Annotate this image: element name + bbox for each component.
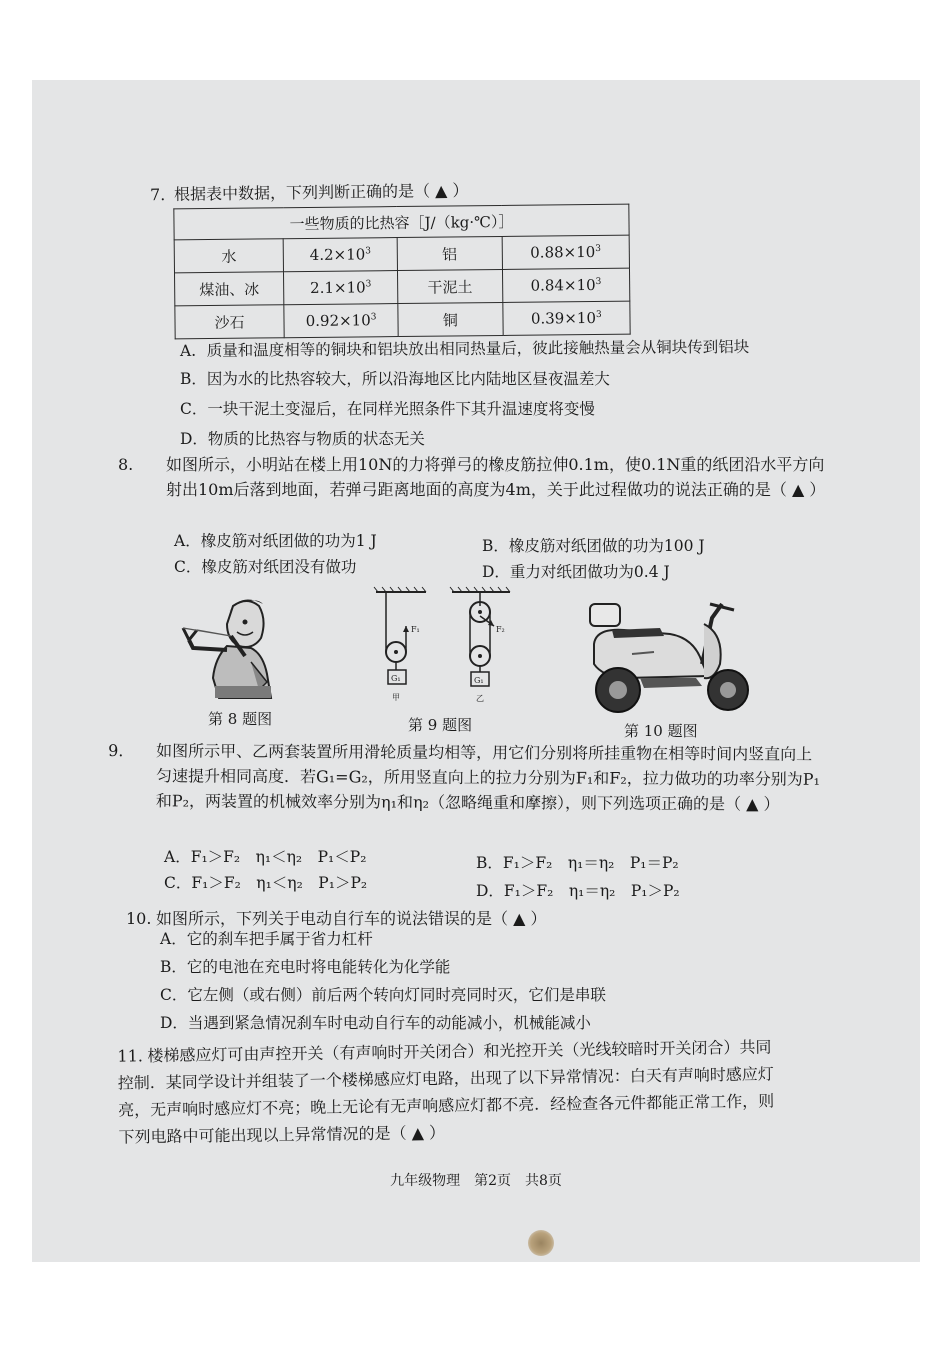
question-7-option-c: C．一块干泥土变湿后，在同样光照条件下其升温速度将变慢: [180, 400, 595, 418]
table-cell: 铝: [397, 236, 502, 270]
question-7-number: 7.: [149, 185, 166, 205]
label-f2: F₂: [496, 625, 505, 634]
question-7-stem: [150, 178, 469, 207]
question-7-text: 根据表中数据，下列判断正确的是（ ▲ ）: [173, 180, 469, 204]
page-footer: 九年级物理 第2页 共8页: [390, 1173, 562, 1189]
table-row: [175, 301, 630, 339]
pulley-systems-figure: [370, 586, 520, 706]
specific-heat-table: [173, 204, 630, 340]
table-cell: 干泥土: [397, 269, 502, 303]
electric-scooter-figure: [584, 594, 754, 718]
question-7-option-a: A．质量和温度相等的铜块和铝块放出相同热量后，彼此接触热量会从铜块传到铝块: [179, 338, 750, 360]
figure-8-caption: 第 8 题图: [208, 710, 273, 728]
slingshot-boy-figure: [167, 592, 287, 702]
question-10-option-a: A．它的刹车把手属于省力杠杆: [160, 930, 373, 948]
question-9-option-d: D．F₁＞F₂ η₁＝η₂ P₁＞P₂: [476, 882, 680, 900]
question-8-option-b: B．橡皮筋对纸团做的功为100 J: [482, 537, 705, 555]
page-content: [32, 80, 920, 1262]
question-8-option-d: D．重力对纸团做功为0.4 J: [482, 563, 670, 581]
table-caption: 一些物质的比热容［J/（kg·℃）］: [174, 204, 629, 240]
question-9-number: 9.: [108, 741, 124, 761]
question-7-option-d: D．物质的比热容与物质的状态无关: [180, 430, 425, 448]
question-9-text: 如图所示甲、乙两套装置所用滑轮质量均相等，用它们分别将所挂重物在相等时间内竖直向上匀速提升相同高度．若G₁=G₂，所用竖直向上的拉力分别为F₁和F₂，拉力做功的功率分别为P₁和P₂，两装置的机械效率分别为η₁和η₂（忽略绳重和摩擦），则下列选项正确的是（ ▲ ）: [155, 741, 821, 814]
label-jia: 甲: [392, 693, 400, 702]
table-row: [175, 268, 630, 306]
table-cell: 铜: [398, 302, 503, 336]
question-9-option-a: A．F₁＞F₂ η₁＜η₂ P₁＜P₂: [164, 848, 367, 866]
table-cell: 沙石: [175, 305, 285, 339]
question-9-stem: [108, 738, 826, 817]
paper-stain: [528, 1230, 554, 1256]
question-10-number: 10.: [126, 909, 152, 928]
question-9-option-b: B．F₁＞F₂ η₁＝η₂ P₁＝P₂: [476, 854, 679, 872]
question-11-text: 楼梯感应灯可由声控开关（有声响时开关闭合）和光控开关（光线较暗时开关闭合）共同控制．某同学设计并组装了一个楼梯感应灯电路，出现了以下异常情况：白天有声响时感应灯亮，无声响时感应灯不亮；晚上无论有无声响感应灯都不亮．经检查各元件都能正常工作，则下列电路中可能出现以上异常情况的是（ ▲ ）: [117, 1037, 775, 1147]
question-11-stem: [117, 1033, 778, 1150]
question-8-option-c: C．橡皮筋对纸团没有做功: [174, 558, 357, 576]
question-10-text: 如图所示，下列关于电动自行车的说法错误的是（ ▲ ）: [156, 909, 547, 928]
question-11-number: 11.: [117, 1046, 144, 1066]
table-cell: $0.88\times 10^3$: [502, 235, 630, 269]
label-g2: G₁: [474, 676, 484, 685]
label-g1: G₁: [391, 674, 401, 683]
table-cell: $0.84\times 10^3$: [502, 268, 630, 302]
question-8-option-a: A．橡皮筋对纸团做的功为1 J: [174, 532, 377, 550]
figure-9-caption: 第 9 题图: [408, 716, 473, 734]
label-yi: 乙: [476, 694, 484, 703]
question-8-number: 8.: [118, 455, 134, 474]
question-10-option-d: D．当遇到紧急情况刹车时电动自行车的动能减小，机械能减小: [160, 1014, 591, 1032]
question-10-option-b: B．它的电池在充电时将电能转化为化学能: [160, 958, 451, 976]
question-7-option-b: B．因为水的比热容较大，所以沿海地区比内陆地区昼夜温差大: [180, 370, 610, 388]
figure-10-caption: 第 10 题图: [624, 722, 698, 740]
table-cell: 水: [174, 239, 284, 273]
table-cell: $4.2\times 10^3$: [283, 238, 397, 272]
table-row: [174, 235, 629, 273]
question-9-option-c: C．F₁＞F₂ η₁＜η₂ P₁＞P₂: [164, 874, 368, 892]
exam-page: [32, 80, 920, 1262]
question-10-option-c: C．它左侧（或右侧）前后两个转向灯同时亮同时灭，它们是串联: [160, 986, 606, 1004]
table-cell: $0.39\times 10^3$: [502, 301, 630, 335]
question-8-text: 如图所示，小明站在楼上用10N的力将弹弓的橡皮筋拉伸0.1m，使0.1N重的纸团沿水平方向射出10m后落到地面，若弹弓距离地面的高度为4m，关于此过程做功的说法正确的是（ ▲ ）: [166, 455, 826, 499]
table-cell: 煤油、冰: [175, 272, 285, 306]
question-8-stem: [118, 452, 826, 502]
table-cell: $0.92\times 10^3$: [284, 304, 398, 338]
table-cell: $2.1\times 10^3$: [284, 271, 398, 305]
label-f1: F₁: [411, 625, 420, 634]
